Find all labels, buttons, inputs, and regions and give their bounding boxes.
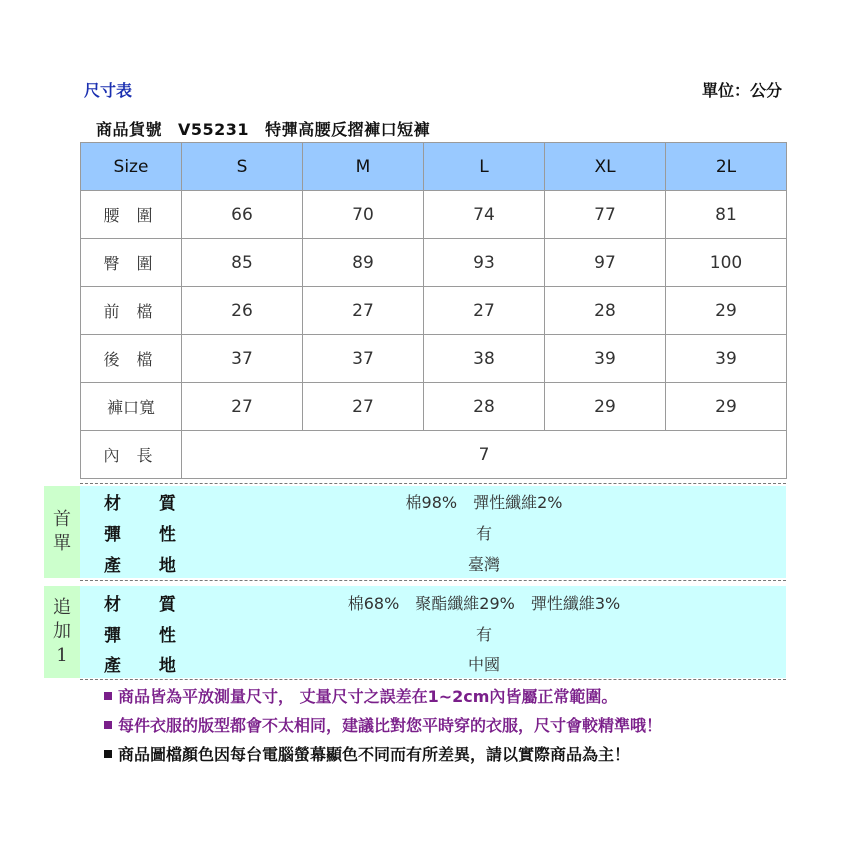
bullet-square-icon (104, 692, 112, 700)
inseam-value: 7 (182, 431, 787, 479)
origin-value: 中國 (467, 655, 500, 674)
unit-label: 單位：公分 (701, 81, 782, 100)
row-label: 前 檔 (81, 287, 182, 335)
product-line (96, 117, 430, 140)
table-row (81, 239, 787, 287)
table-cell: 39 (545, 335, 666, 383)
table-cell: 89 (303, 239, 424, 287)
material-value (182, 591, 786, 614)
bullet-square-icon (104, 721, 112, 729)
table-cell: 37 (182, 335, 303, 383)
row-label: 腰 圍 (81, 191, 182, 239)
material-label: 材 質 (104, 494, 192, 514)
table-row (81, 287, 787, 335)
table-cell: 27 (424, 287, 545, 335)
header-cell: L (424, 143, 545, 191)
row-label: 後 檔 (81, 335, 182, 383)
row-label: 內 長 (81, 431, 182, 479)
section-tag-char: 單 (53, 533, 71, 554)
table-cell: 29 (666, 287, 787, 335)
table-cell: 27 (303, 287, 424, 335)
note-3 (104, 742, 630, 765)
origin-value: 臺灣 (467, 555, 500, 574)
section-tag-first (44, 486, 80, 578)
table-row (81, 335, 787, 383)
table-cell: 85 (182, 239, 303, 287)
note-text: 商品皆為平放測量尺寸， 丈量尺寸之誤差在1~2cm內皆屬正常範圍。 (118, 687, 618, 706)
material-value (182, 490, 786, 513)
table-cell: 100 (666, 239, 787, 287)
row-label: 臀 圍 (81, 239, 182, 287)
row-label: 褲口寬 (81, 383, 182, 431)
header-cell: M (303, 143, 424, 191)
note-text: 每件衣服的版型都會不太相同，建議比對您平時穿的衣服，尺寸會較精準哦！ (118, 716, 663, 735)
table-row (81, 431, 787, 479)
table-cell: 37 (303, 335, 424, 383)
divider (80, 580, 786, 581)
header-cell: 2L (666, 143, 787, 191)
table-cell: 81 (666, 191, 787, 239)
product-label: 商品貨號 (96, 120, 163, 139)
section-tag-char: 追 (53, 597, 71, 618)
elasticity-value: 有 (475, 625, 492, 644)
elasticity-label: 彈 性 (104, 525, 192, 545)
header-cell: S (182, 143, 303, 191)
material-part: 彈性纖維3% (530, 594, 621, 613)
section-tag-char: 首 (53, 509, 71, 530)
elasticity-label: 彈 性 (104, 626, 192, 646)
section-tag-additional (44, 586, 80, 678)
table-cell: 27 (303, 383, 424, 431)
table-cell: 29 (666, 383, 787, 431)
table-cell: 26 (182, 287, 303, 335)
note-text: 商品圖檔顏色因每台電腦螢幕顯色不同而有所差異，請以實際商品為主！ (118, 745, 631, 764)
origin-label: 產 地 (104, 656, 192, 676)
note-2 (104, 713, 662, 736)
section-tag-char: 1 (56, 645, 68, 666)
product-code: V55231 (178, 120, 250, 139)
table-row (81, 383, 787, 431)
material-part: 彈性纖維2% (473, 493, 563, 512)
elasticity-value: 有 (475, 524, 492, 543)
table-cell: 93 (424, 239, 545, 287)
origin-label: 產 地 (104, 556, 192, 576)
divider (80, 483, 786, 484)
table-cell: 74 (424, 191, 545, 239)
product-name: 特彈高腰反摺褲口短褲 (265, 120, 431, 139)
note-1 (104, 684, 617, 707)
table-row (81, 191, 787, 239)
table-cell: 28 (424, 383, 545, 431)
table-cell: 29 (545, 383, 666, 431)
table-cell: 97 (545, 239, 666, 287)
divider (80, 679, 786, 680)
material-part: 棉68% (347, 594, 400, 613)
section-tag-char: 加 (53, 621, 71, 642)
table-header-row (81, 143, 787, 191)
table-cell: 77 (545, 191, 666, 239)
header-cell: Size (81, 143, 182, 191)
table-cell: 70 (303, 191, 424, 239)
table-cell: 39 (666, 335, 787, 383)
material-part: 聚酯纖維29% (415, 594, 515, 613)
bullet-square-icon (104, 750, 112, 758)
table-cell: 66 (182, 191, 303, 239)
size-table (80, 142, 787, 479)
material-label: 材 質 (104, 595, 192, 615)
table-cell: 27 (182, 383, 303, 431)
table-cell: 38 (424, 335, 545, 383)
table-cell: 28 (545, 287, 666, 335)
header-cell: XL (545, 143, 666, 191)
material-part: 棉98% (405, 493, 458, 512)
page-title: 尺寸表 (84, 81, 133, 100)
